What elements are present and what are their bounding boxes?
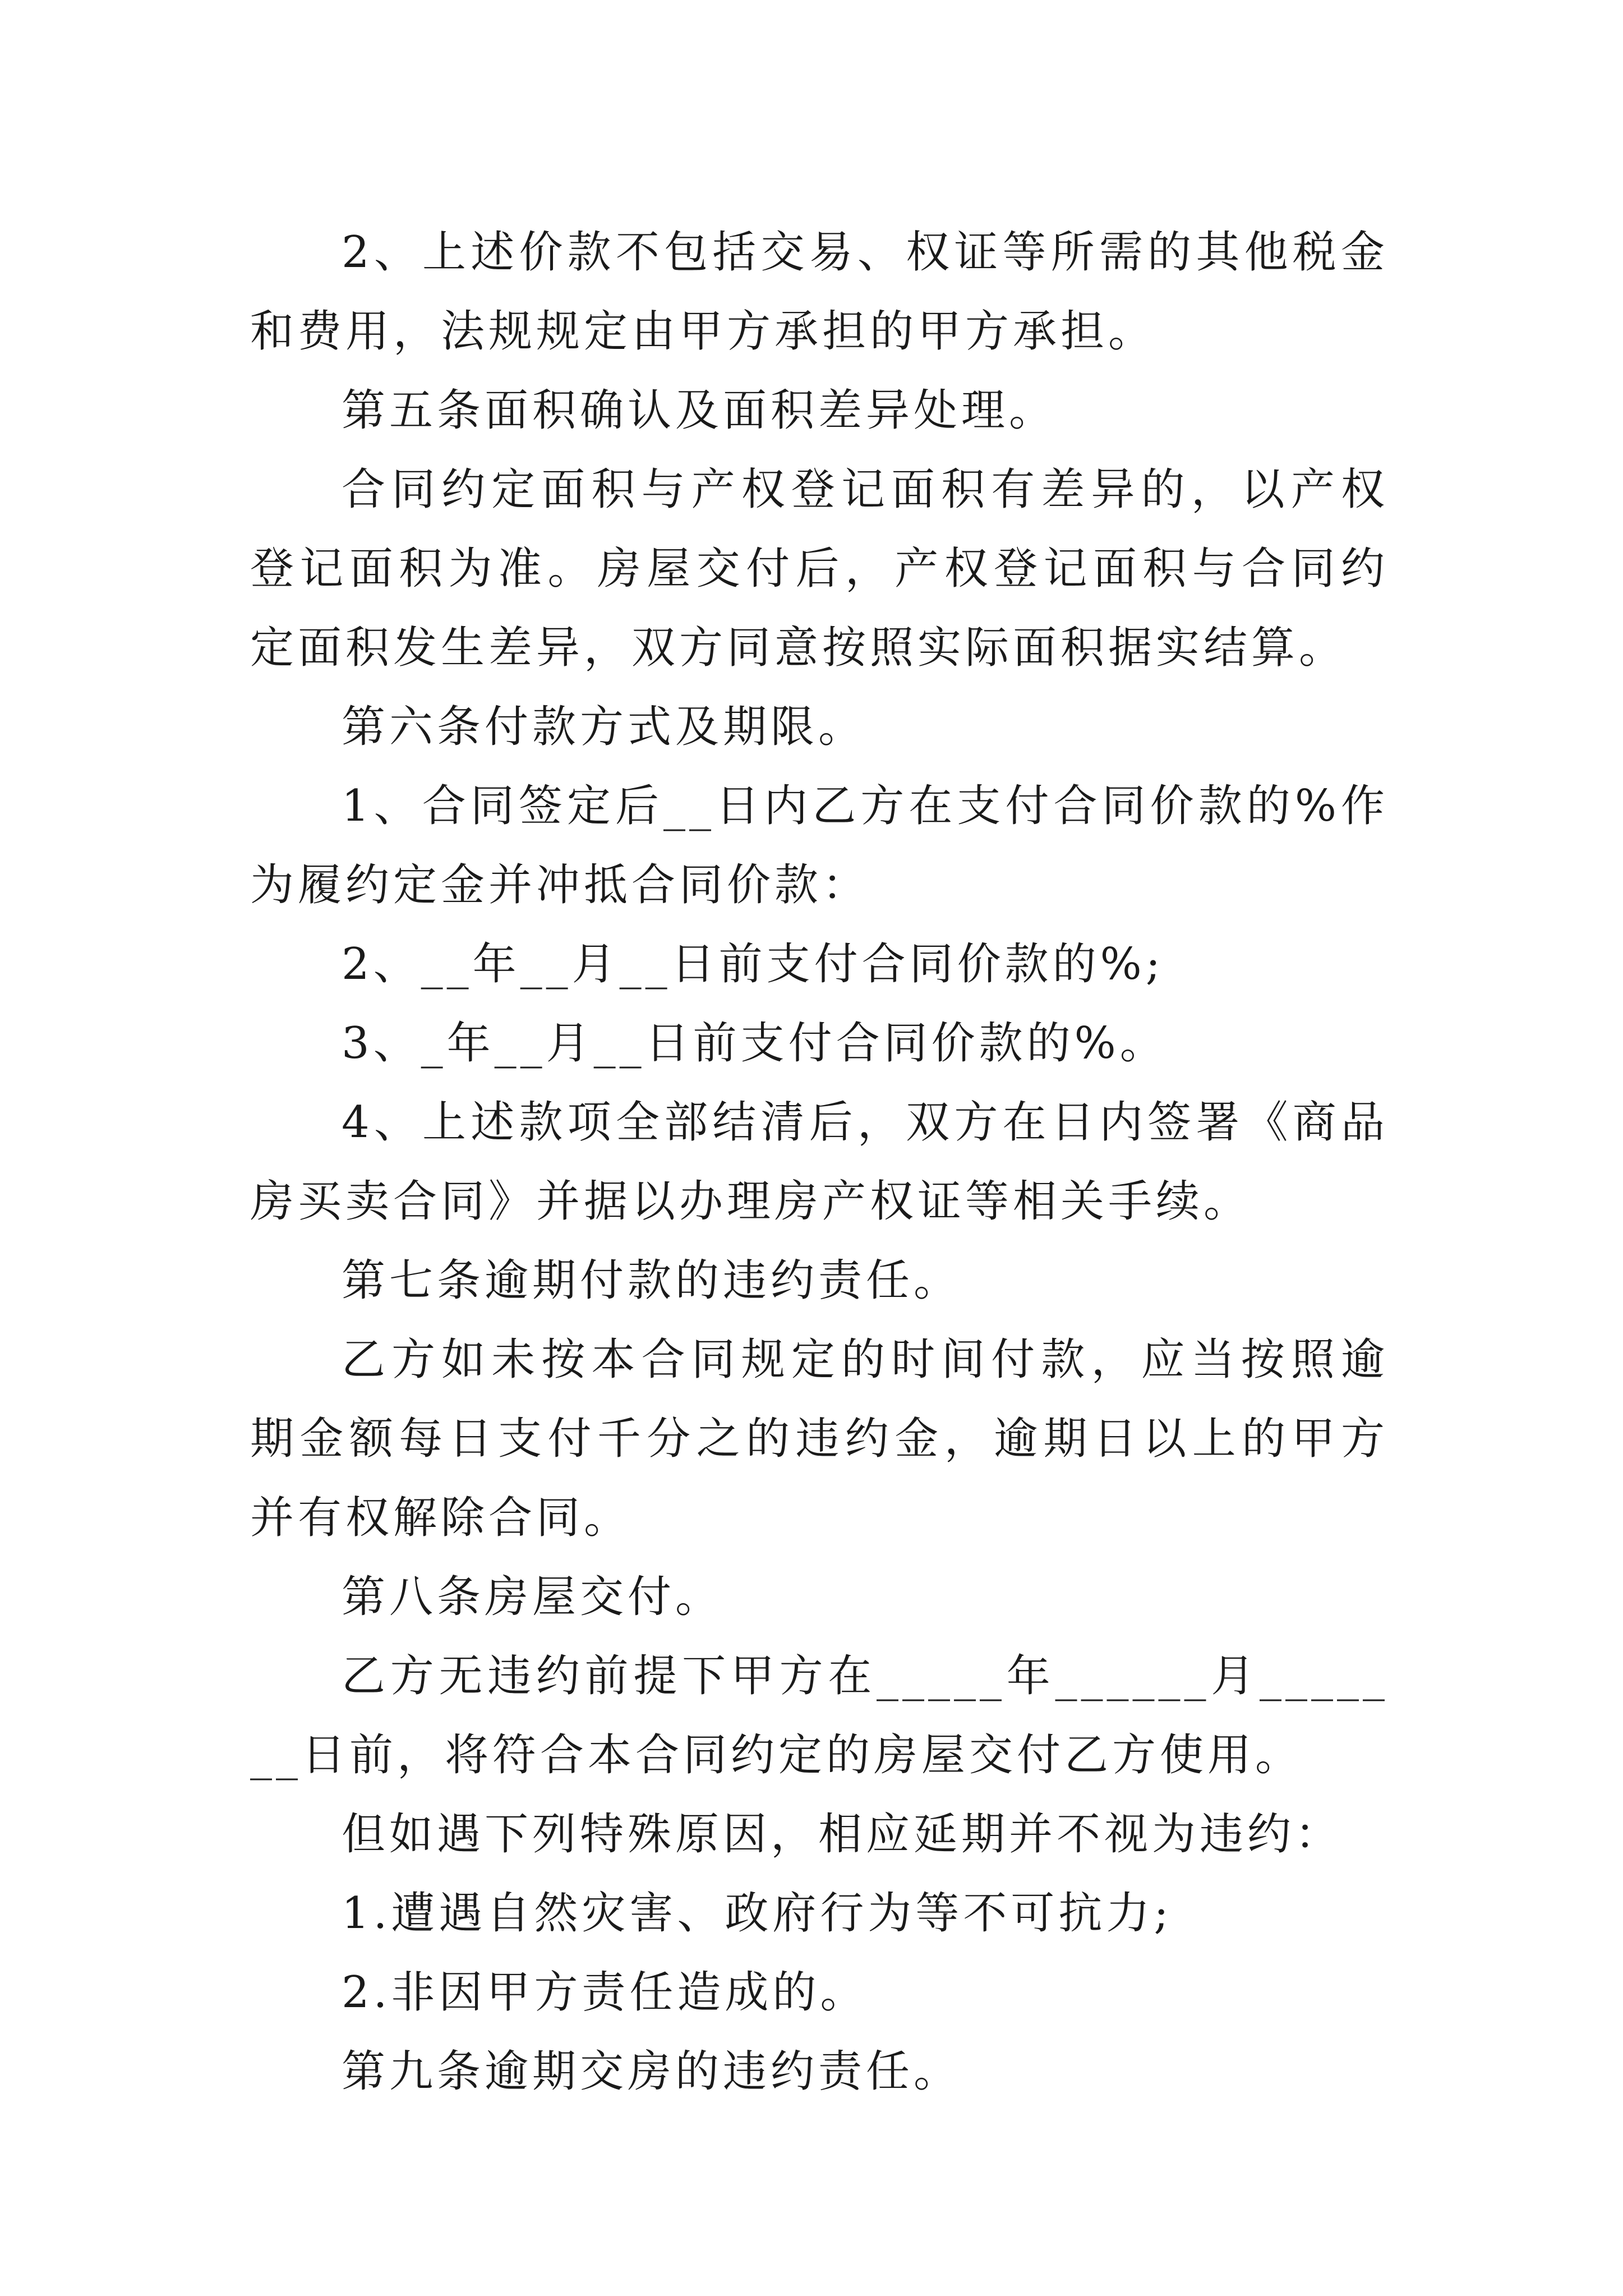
document-body bbox=[250, 213, 1389, 2111]
paragraph-area-difference: 合同约定面积与产权登记面积有差异的，以产权登记面积为准。房屋交付后，产权登记面积与合同约定面积发生差异，双方同意按照实际面积据实结算。 bbox=[250, 464, 1389, 673]
paragraph-payment-1: 1、合同签定后__日内乙方在支付合同价款的%作为履约定金并冲抵合同价款： bbox=[250, 781, 1389, 910]
paragraph-not-party-a: 2.非因甲方责任造成的。 bbox=[342, 1967, 868, 2018]
paragraph-special-reasons: 但如遇下列特殊原因，相应延期并不视为违约： bbox=[342, 1809, 1343, 1860]
paragraph-price-exclusions: 2、上述价款不包括交易、权证等所需的其他税金和费用，法规规定由甲方承担的甲方承担。 bbox=[250, 227, 1389, 357]
paragraph-payment-3: 3、_年__月__日前支付合同价款的%。 bbox=[342, 1018, 1168, 1069]
paragraph-delivery: 乙方无违约前提下甲方在_____年______月_______日前，将符合本合同约定的房屋交付乙方使用。 bbox=[250, 1651, 1389, 1780]
heading-article-9: 第九条逾期交房的违约责任。 bbox=[342, 2046, 962, 2097]
heading-article-7: 第七条逾期付款的违约责任。 bbox=[342, 1255, 962, 1306]
paragraph-force-majeure: 1.遭遇自然灾害、政府行为等不可抗力; bbox=[342, 1888, 1173, 1939]
paragraph-payment-2: 2、__年__月__日前支付合同价款的%; bbox=[342, 939, 1165, 990]
heading-article-6: 第六条付款方式及期限。 bbox=[342, 702, 866, 752]
paragraph-payment-4: 4、上述款项全部结清后，双方在日内签署《商品房买卖合同》并据以办理房产权证等相关手续。 bbox=[250, 1097, 1389, 1227]
heading-article-5: 第五条面积确认及面积差异处理。 bbox=[342, 385, 1057, 436]
heading-article-8: 第八条房屋交付。 bbox=[342, 1572, 723, 1622]
paragraph-late-payment: 乙方如未按本合同规定的时间付款，应当按照逾期金额每日支付千分之的违约金，逾期日以上的甲方并有权解除合同。 bbox=[250, 1335, 1389, 1543]
